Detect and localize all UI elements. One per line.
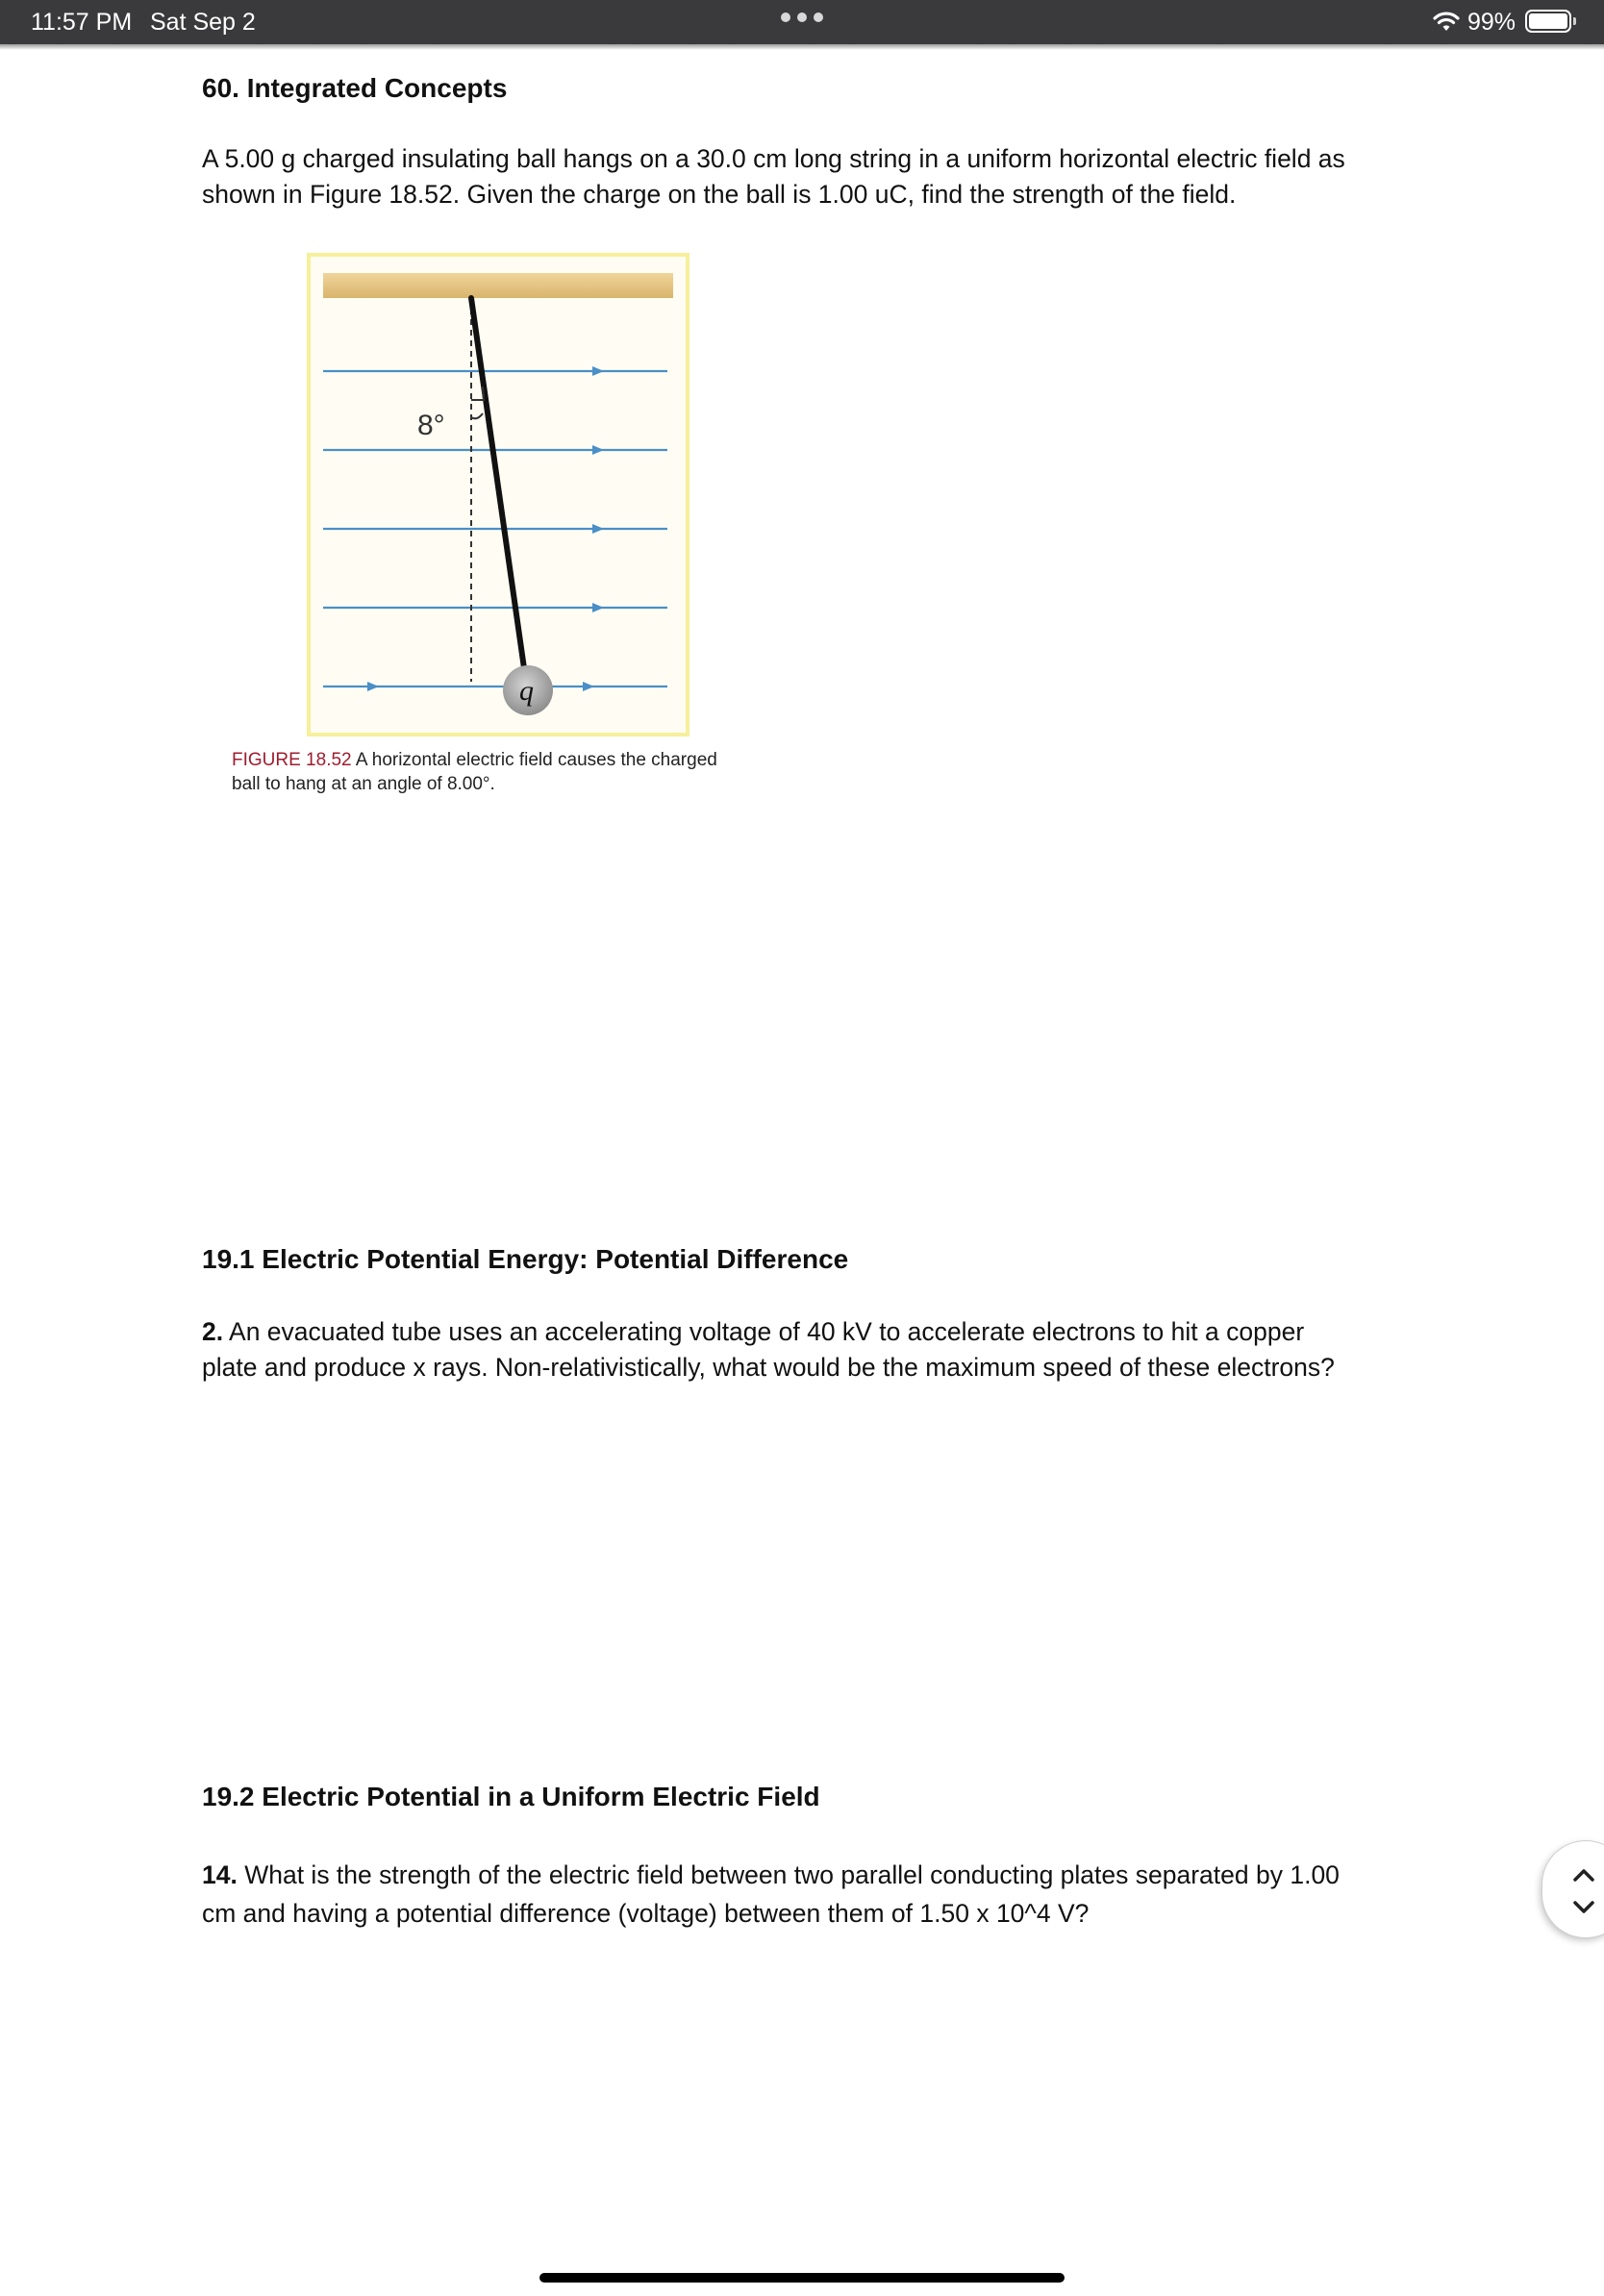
- problem-2-text-line2: plate and produce x rays. Non-relativistically, what would be the maximum speed of these electrons?: [202, 1353, 1335, 1382]
- problem-14-text-line2: cm and having a potential difference (voltage) between them of 1.50 x 10^4 V?: [202, 1899, 1090, 1928]
- problem-2-text-line1: An evacuated tube uses an accelerating voltage of 40 kV to accelerate electrons to hit a copper: [229, 1317, 1305, 1346]
- problem-14-text-line1: What is the strength of the electric field between two parallel conducting plates separated by 1.00: [244, 1860, 1340, 1889]
- problem-14-number: 14.: [202, 1860, 238, 1889]
- problem-2-number: 2.: [202, 1317, 224, 1346]
- home-indicator[interactable]: [539, 2273, 1065, 2283]
- problem-2-text: [202, 1314, 1452, 1385]
- chevron-down-icon[interactable]: [1571, 1895, 1596, 1920]
- section-19-2-title: 19.2 Electric Potential in a Uniform Electric Field: [202, 1782, 820, 1811]
- figure-caption-label: FIGURE 18.52: [232, 750, 352, 770]
- problem-14-text: [202, 1856, 1452, 1933]
- wifi-icon: [1433, 10, 1460, 39]
- charge-label: q: [519, 675, 534, 707]
- problem-60-text-line2: shown in Figure 18.52. Given the charge on the ball is 1.00 uC, find the strength of the field.: [202, 180, 1237, 209]
- section-19-1-title: 19.1 Electric Potential Energy: Potential Difference: [202, 1244, 849, 1274]
- problem-60-text: [202, 141, 1452, 212]
- ceiling: [323, 273, 673, 298]
- chevron-up-icon[interactable]: [1571, 1862, 1596, 1887]
- status-bar: [0, 0, 1604, 44]
- angle-label: 8°: [417, 410, 445, 441]
- figure-caption-line2: ball to hang at an angle of 8.00°.: [232, 774, 495, 794]
- status-date: Sat Sep 2: [150, 9, 256, 36]
- more-dots-icon[interactable]: [781, 12, 823, 22]
- page-navigation-control[interactable]: [1542, 1841, 1604, 1937]
- battery-icon: [1525, 10, 1571, 33]
- status-time: 11:57 PM: [31, 9, 133, 36]
- figure-caption-line1: A horizontal electric field causes the charged: [355, 750, 717, 770]
- figure-caption: [232, 748, 770, 796]
- problem-60-title: 60. Integrated Concepts: [202, 73, 508, 103]
- battery-percent: 99%: [1467, 9, 1516, 36]
- problem-60-text-line1: A 5.00 g charged insulating ball hangs on a 30.0 cm long string in a uniform horizontal electric field as: [202, 144, 1345, 173]
- figure-18-52: [306, 252, 690, 737]
